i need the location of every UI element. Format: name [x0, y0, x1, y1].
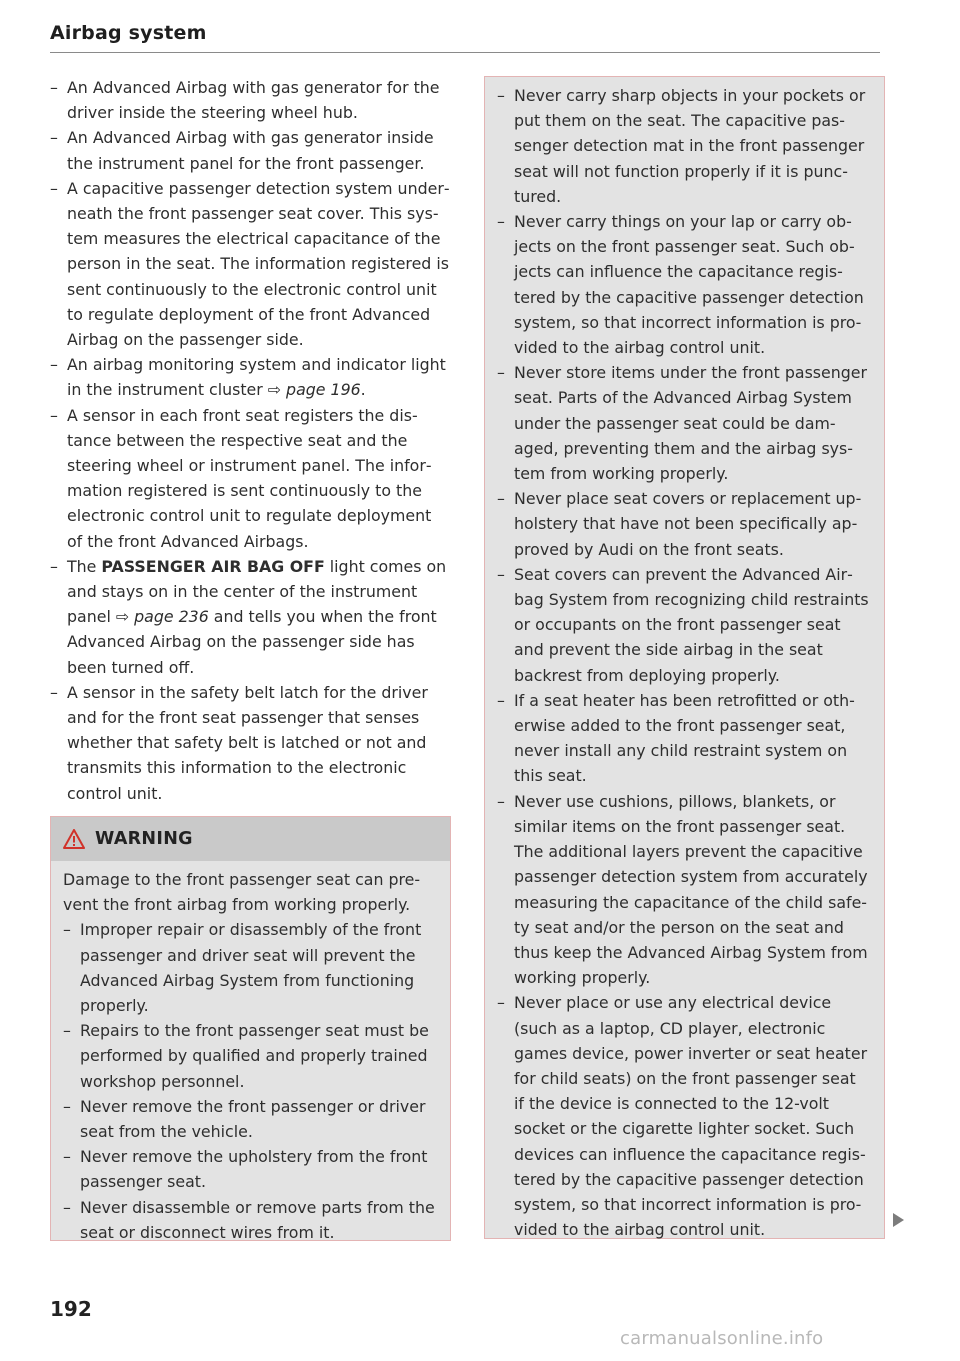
- list-item: – If a seat heater has been retrofitted or otherwise added to the front passenger seat, never install any child restraint system on this seat.: [497, 688, 870, 789]
- warning-heading: WARNING: [95, 829, 193, 849]
- page-number: 192: [50, 1297, 92, 1321]
- list-item: – Never carry sharp objects in your pockets or put them on the seat. The capacitive passenger detection mat in the front passenger seat will not function properly if it is punctured.: [497, 83, 870, 209]
- warning-box: [50, 816, 451, 1241]
- list-item: – Improper repair or disassembly of the front passenger and driver seat will prevent the Advanced Airbag System from functioning properly.: [63, 917, 436, 1018]
- list-item: – Never place or use any electrical device (such as a laptop, CD player, electronic games device, power inverter or seat heater for child seats) on the front passenger seat if the device is connected to the 12-volt socket or the cigarette lighter socket. Such devices can influence the capacitance registered by the capacitive passenger detection system, so that incorrect information is provided to the airbag control unit.: [497, 990, 870, 1242]
- list-item-text: light comes on and stays on in the center of the instrument panel: [67, 556, 447, 627]
- list-item: – An Advanced Airbag with gas generator for the driver inside the steering wheel hub.: [50, 75, 450, 125]
- list-item: [50, 554, 450, 680]
- list-item: – Seat covers can prevent the Advanced Airbag System from recognizing child restraints or occupants on the front passenger seat and prevent the side airbag in the seat backrest from deploying properly.: [497, 562, 870, 688]
- list-item: – A capacitive passenger detection system underneath the front passenger seat cover. This system measures the electrical capacitance of the person in the seat. The information registered is sent continuously to the electronic control unit to regulate deployment of the front Advanced Airbag on the passenger side.: [50, 176, 450, 352]
- warning-body: [51, 861, 450, 1245]
- feature-list: [50, 75, 450, 806]
- warning-intro: Damage to the front passenger seat can prevent the front airbag from working properly.: [63, 870, 421, 915]
- list-item: – A sensor in the safety belt latch for the driver and for the front seat passenger that senses whether that safety belt is latched or not and transmits this information to the electronic control unit.: [50, 680, 450, 806]
- page-title: Airbag system: [50, 22, 207, 44]
- continue-arrow-icon: [893, 1213, 904, 1227]
- warning-list: [63, 917, 436, 1245]
- warning-header: [51, 817, 450, 861]
- list-item: – Never disassemble or remove parts from the seat or disconnect wires from it.: [63, 1195, 436, 1245]
- warning-continuation-list: [497, 83, 870, 1242]
- watermark: carmanualsonline.info: [620, 1328, 824, 1349]
- warning-triangle-icon: [63, 829, 85, 849]
- list-item-tail: and tells you when the front Advanced Airbag on the passenger side has been turned off.: [67, 607, 437, 677]
- list-item: – Never carry things on your lap or carry objects on the front passenger seat. Such objects can influence the capacitance registered by the capacitive passenger detection system, so that incorrect information is provided to the airbag control unit.: [497, 209, 870, 360]
- warning-continuation-box: [484, 76, 885, 1239]
- list-item: – Never store items under the front passenger seat. Parts of the Advanced Airbag System under the passenger seat could be damaged, preventing them and the airbag system from working properly.: [497, 360, 870, 486]
- indicator-name: PASSENGER AIR BAG OFF: [101, 556, 325, 576]
- list-item: – Never remove the front passenger or driver seat from the vehicle.: [63, 1094, 436, 1144]
- list-item: – Repairs to the front passenger seat must be performed by qualified and properly trained workshop personnel.: [63, 1018, 436, 1094]
- list-item: – An Advanced Airbag with gas generator inside the instrument panel for the front passenger.: [50, 125, 450, 175]
- page-reference-link[interactable]: ⇨ page 196: [267, 380, 361, 400]
- header-divider: [50, 52, 880, 53]
- list-item: – Never remove the upholstery from the front passenger seat.: [63, 1144, 436, 1194]
- list-item-tail: .: [360, 380, 366, 400]
- list-item-text: The: [67, 556, 102, 576]
- list-item-text: An airbag monitoring system and indicator light in the instrument cluster: [67, 355, 446, 400]
- list-item: – Never place seat covers or replacement upholstery that have not been specifically approved by Audi on the front seats.: [497, 486, 870, 562]
- list-item: [50, 352, 450, 402]
- page-reference-link[interactable]: ⇨ page 236: [115, 607, 209, 627]
- list-item: – A sensor in each front seat registers the distance between the respective seat and the steering wheel or instrument panel. The information registered is sent continuously to the electronic control unit to regulate deployment of the front Advanced Airbags.: [50, 403, 450, 554]
- left-column: [50, 75, 450, 806]
- list-item: – Never use cushions, pillows, blankets, or similar items on the front passenger seat. The additional layers prevent the capacitive passenger detection system from accurately measuring the capacitance of the child safety seat and/or the person on the seat and thus keep the Advanced Airbag System from working properly.: [497, 789, 870, 991]
